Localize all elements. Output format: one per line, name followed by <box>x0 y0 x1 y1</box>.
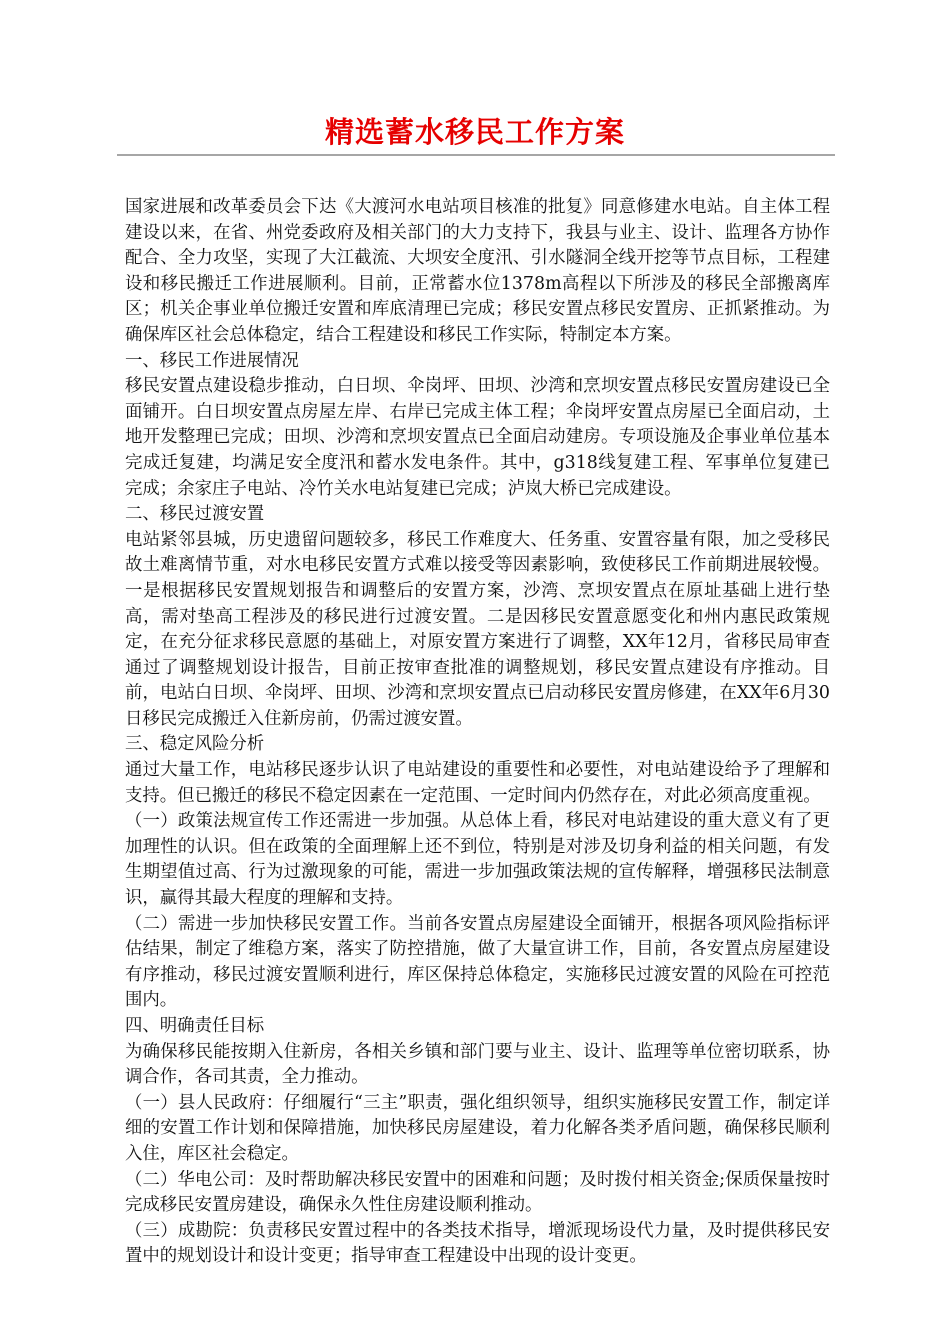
intro-paragraph: 国家进展和改革委员会下达《大渡河水电站项目核准的批复》同意修建水电站。自主体工程建设以来，在省、州党委政府及相关部门的大力支持下，我县与业主、设计、监理各方协作配合、全力攻坚，实现了大江截流、大坝安全度汛、引水隧洞全线开挖等节点目标，工程建设和移民搬迁工作进展顺利。目前，正常蓄水位1378m高程以下所涉及的移民全部搬离库区；机关企事业单位搬迁安置和库底清理已完成；移民安置点移民安置房、正抓紧推动。为确保库区社会总体稳定，结合工程建设和移民工作实际，特制定本方案。 <box>125 197 830 345</box>
paragraph-responsibility: 为确保移民能按期入住新房，各相关乡镇和部门要与业主、设计、监理等单位密切联系，协调合作，各司其责，全力推动。 <box>125 1041 830 1088</box>
document-title: 精选蓄水移民工作方案 <box>324 115 625 149</box>
section-heading-transition: 二、移民过渡安置 <box>125 504 265 525</box>
paragraph-responsibility-3: （三）成勘院：负责移民安置过程中的各类技术指导，增派现场设代力量，及时提供移民安置中的规划设计和设计变更；指导审查工程建设中出现的设计变更。 <box>125 1220 830 1267</box>
section-heading-risk: 三、稳定风险分析 <box>125 734 265 755</box>
section-heading-responsibility: 四、明确责任目标 <box>125 1016 265 1036</box>
section-heading-progress: 一、移民工作进展情况 <box>125 350 299 371</box>
paragraph-progress: 移民安置点建设稳步推动，白日坝、伞岗坪、田坝、沙湾和烹坝安置点移民安置房建设已全面铺开。白日坝安置点房屋左岸、右岸已完成主体工程；伞岗坪安置点房屋已全面启动，土地开发整理已完成；田坝、沙湾和烹坝安置点已全面启动建房。专项设施及企事业单位基本完成迁复建，均满足安全度汛和蓄水发电条件。其中，g318线复建工程、军事单位复建已完成；余家庄子电站、冷竹关水电站复建已完成；泸岚大桥已完成建设。 <box>125 376 830 499</box>
paragraph-transition: 电站紧邻县城，历史遗留问题较多，移民工作难度大、任务重、安置容量有限，加之受移民故土难离情节重，对水电移民安置方式难以接受等因素影响，致使移民工作前期进展较慢。一是根据移民安置规划报告和调整后的安置方案，沙湾、烹坝安置点在原址基础上进行垫高，需对垫高工程涉及的移民进行过渡安置。二是因移民安置意愿变化和州内惠民政策规定，在充分征求移民意愿的基础上，对原安置方案进行了调整，XX年12月，省移民局审查通过了调整规划设计报告，目前正按审查批准的调整规划，移民安置点建设有序推动。目前，电站白日坝、伞岗坪、田坝、沙湾和烹坝安置点已启动移民安置房修建，在XX年6月30日移民完成搬迁入住新房前，仍需过渡安置。 <box>125 529 830 729</box>
paragraph-risk-2: （二）需进一步加快移民安置工作。当前各安置点房屋建设全面铺开，根据各项风险指标评估结果，制定了维稳方案，落实了防控措施，做了大量宣讲工作，目前，各安置点房屋建设有序推动，移民过渡安置顺利进行，库区保持总体稳定，实施移民过渡安置的风险在可控范围内。 <box>125 913 830 1011</box>
paragraph-risk: 通过大量工作，电站移民逐步认识了电站建设的重要性和必要性，对电站建设给予了理解和支持。但已搬迁的移民不稳定因素在一定范围、一定时间内仍然存在，对此必须高度重视。 <box>125 760 830 806</box>
paragraph-risk-1: （一）政策法规宣传工作还需进一步加强。从总体上看，移民对电站建设的重大意义有了更加理性的认识。但在政策的全面理解上还不到位，特别是对涉及切身利益的相关问题，有发生期望值过高、行为过激现象的可能，需进一步加强政策法规的宣传解释，增强移民法制意识，赢得其最大程度的理解和支持。 <box>125 811 830 909</box>
document-body <box>125 195 830 1270</box>
title-divider <box>117 154 835 156</box>
paragraph-responsibility-2: （二）华电公司：及时帮助解决移民安置中的困难和问题；及时拨付相关资金;保质保量按时完成移民安置房建设，确保永久性住房建设顺利推动。 <box>125 1169 830 1216</box>
paragraph-responsibility-1: （一）县人民政府：仔细履行“三主”职责，强化组织领导，组织实施移民安置工作，制定详细的安置工作计划和保障措施，加快移民房屋建设，着力化解各类矛盾问题，确保移民顺利入住，库区社会稳定。 <box>125 1092 830 1164</box>
